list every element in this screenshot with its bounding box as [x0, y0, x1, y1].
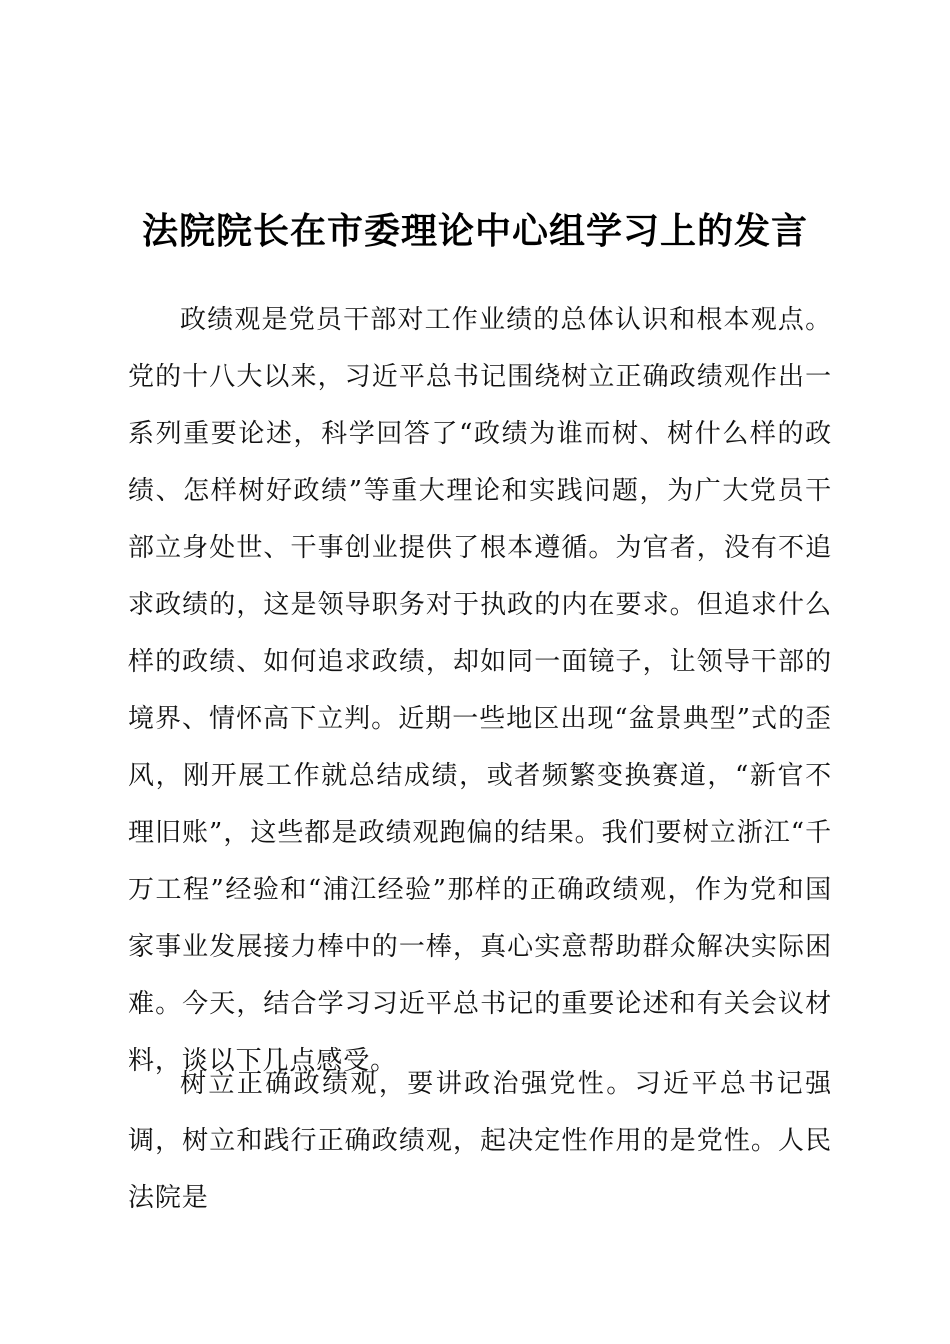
body-paragraph-2: 树立正确政绩观，要讲政治强党性。习近平总书记强调，树立和践行正确政绩观，起决定性作用的是党性。人民法院是: [128, 1069, 832, 1213]
body-paragraph-1: 政绩观是党员干部对工作业绩的总体认识和根本观点。党的十八大以来，习近平总书记围绕树立正确政绩观作出一系列重要论述，科学回答了“政绩为谁而树、树什么样的政绩、怎样树好政绩”等重大理论和实践问题，为广大党员干部立身处世、干事创业提供了根本遵循。为官者，没有不追求政绩的，这是领导职务对于执政的内在要求。但追求什么样的政绩、如何追求政绩，却如同一面镜子，让领导干部的境界、情怀高下立判。近期一些地区出现“盆景典型”式的歪风，刚开展工作就总结成绩，或者频繁变换赛道，“新官不理旧账”，这些都是政绩观跑偏的结果。我们要树立浙江“千万工程”经验和“浦江经验”那样的正确政绩观，作为党和国家事业发展接力棒中的一棒，真心实意帮助群众解决实际困难。今天，结合学习习近平总书记的重要论述和有关会议材料，谈以下几点感受。: [128, 305, 832, 1076]
document-title: 法院院长在市委理论中心组学习上的发言: [141, 210, 808, 252]
